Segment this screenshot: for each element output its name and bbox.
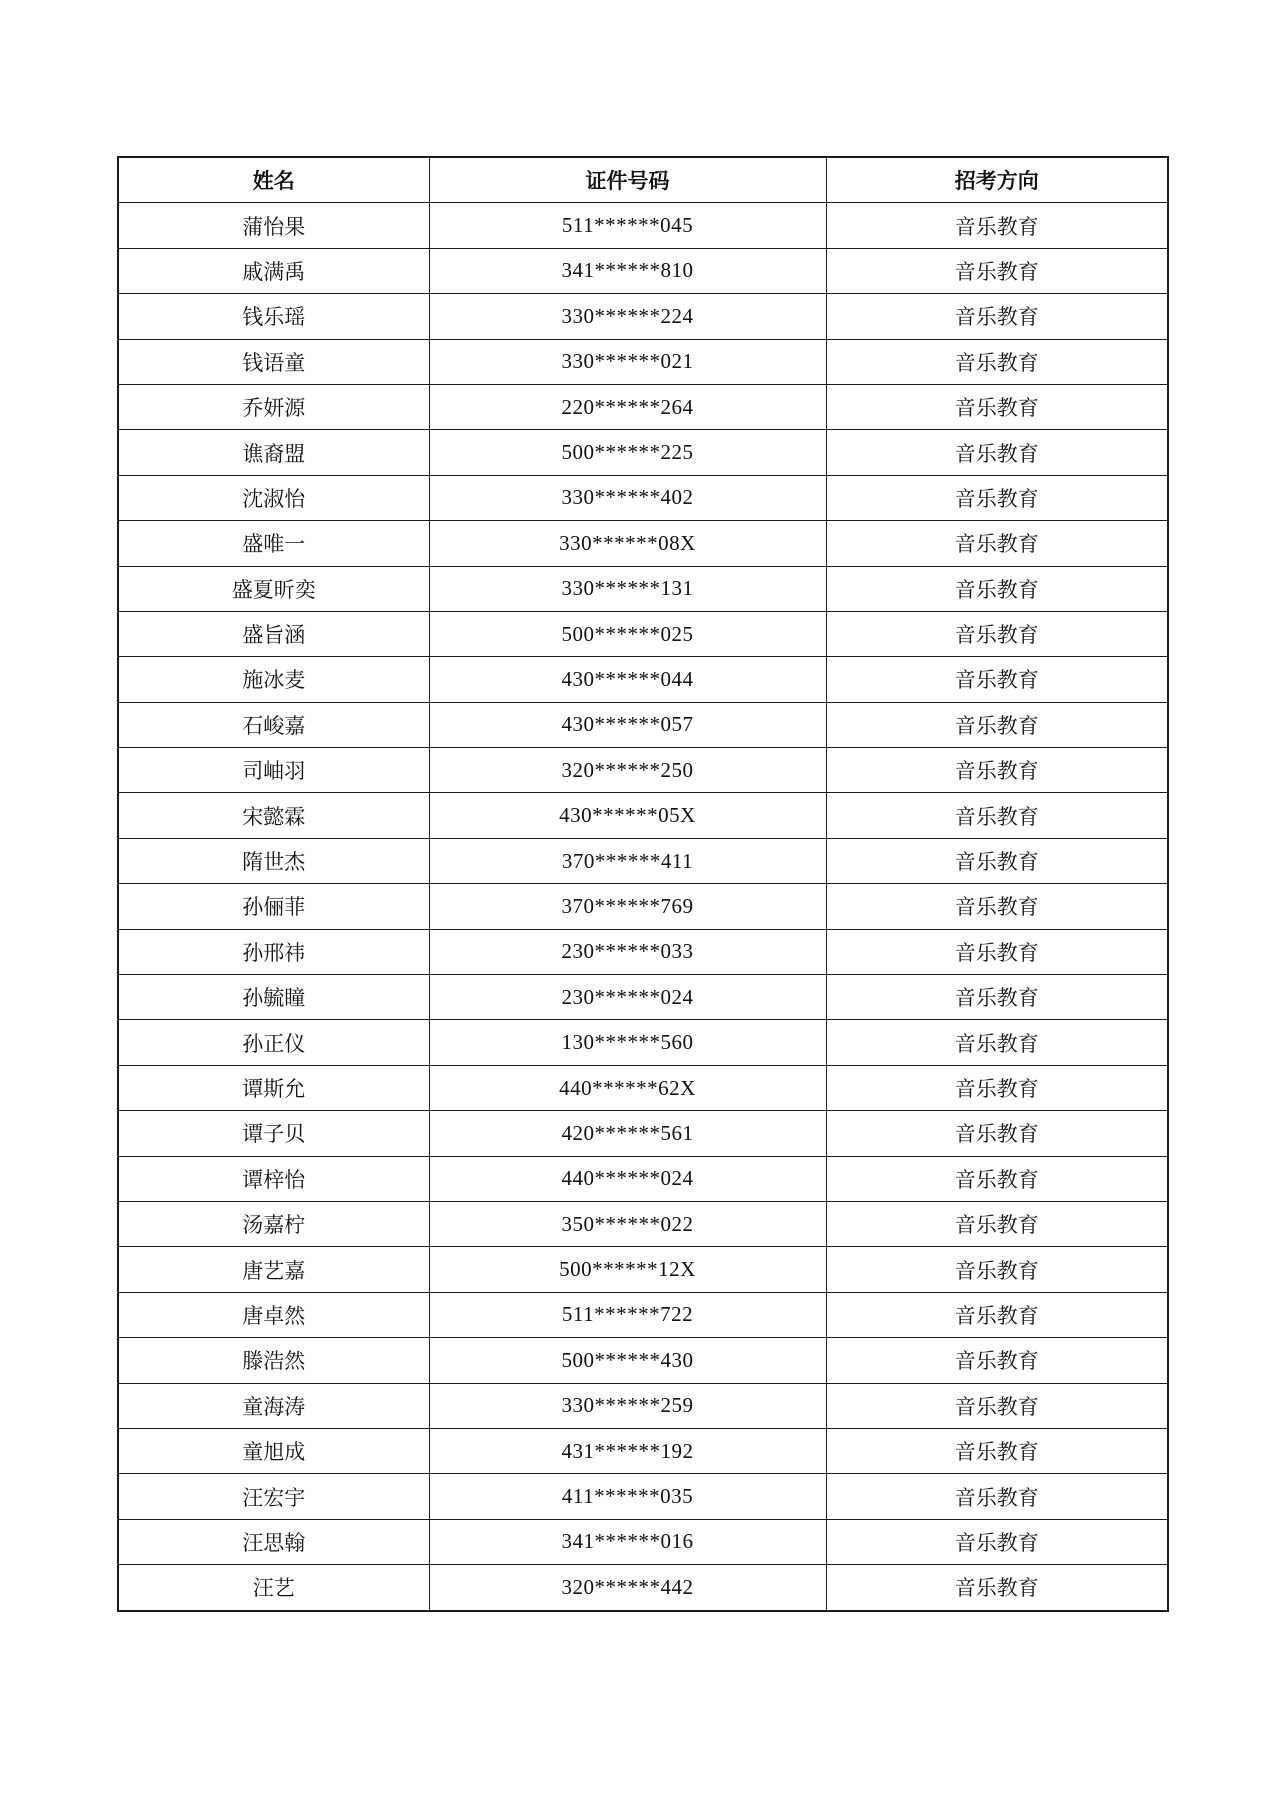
name-cell: 沈淑怡 <box>118 475 429 520</box>
direction-cell: 音乐教育 <box>826 611 1168 656</box>
name-cell: 谯裔盟 <box>118 430 429 475</box>
id-number-cell: 220******264 <box>429 384 826 429</box>
direction-cell: 音乐教育 <box>826 793 1168 838</box>
id-number-cell: 230******033 <box>429 929 826 974</box>
name-cell: 隋世杰 <box>118 838 429 883</box>
id-number-cell: 370******769 <box>429 884 826 929</box>
table-row <box>118 1474 1168 1519</box>
table-row <box>118 1338 1168 1383</box>
direction-cell: 音乐教育 <box>826 1020 1168 1065</box>
direction-cell: 音乐教育 <box>826 1519 1168 1564</box>
name-cell: 汤嘉柠 <box>118 1201 429 1246</box>
id-number-cell: 430******05X <box>429 793 826 838</box>
id-number-cell: 411******035 <box>429 1474 826 1519</box>
id-number-cell: 430******057 <box>429 702 826 747</box>
id-number-cell: 440******62X <box>429 1065 826 1110</box>
direction-cell: 音乐教育 <box>826 294 1168 339</box>
table-row <box>118 1383 1168 1428</box>
id-number-cell: 350******022 <box>429 1201 826 1246</box>
direction-cell: 音乐教育 <box>826 566 1168 611</box>
table-row <box>118 384 1168 429</box>
name-cell: 童海涛 <box>118 1383 429 1428</box>
table-row <box>118 1201 1168 1246</box>
direction-cell: 音乐教育 <box>826 702 1168 747</box>
direction-cell: 音乐教育 <box>826 1428 1168 1473</box>
table-row <box>118 1428 1168 1473</box>
name-cell: 盛唯一 <box>118 521 429 566</box>
direction-cell: 音乐教育 <box>826 838 1168 883</box>
id-number-cell: 330******259 <box>429 1383 826 1428</box>
name-cell: 谭斯允 <box>118 1065 429 1110</box>
name-cell: 蒲怡果 <box>118 203 429 248</box>
id-number-cell: 341******810 <box>429 248 826 293</box>
table-row <box>118 838 1168 883</box>
table-row <box>118 1247 1168 1292</box>
table-row <box>118 339 1168 384</box>
id-number-cell: 330******402 <box>429 475 826 520</box>
id-number-cell: 500******12X <box>429 1247 826 1292</box>
table-row <box>118 929 1168 974</box>
table-row <box>118 1519 1168 1564</box>
id-number-cell: 330******131 <box>429 566 826 611</box>
direction-cell: 音乐教育 <box>826 475 1168 520</box>
name-cell: 孙邢祎 <box>118 929 429 974</box>
id-number-cell: 500******430 <box>429 1338 826 1383</box>
name-cell: 盛旨涵 <box>118 611 429 656</box>
name-cell: 乔妍源 <box>118 384 429 429</box>
id-number-cell: 500******025 <box>429 611 826 656</box>
table-row <box>118 521 1168 566</box>
id-number-cell: 330******08X <box>429 521 826 566</box>
direction-cell: 音乐教育 <box>826 929 1168 974</box>
table-row <box>118 248 1168 293</box>
name-cell: 司岫羽 <box>118 748 429 793</box>
table-header-row <box>118 157 1168 203</box>
direction-cell: 音乐教育 <box>826 203 1168 248</box>
id-number-cell: 511******045 <box>429 203 826 248</box>
direction-cell: 音乐教育 <box>826 1111 1168 1156</box>
direction-cell: 音乐教育 <box>826 384 1168 429</box>
table-row <box>118 294 1168 339</box>
name-cell: 滕浩然 <box>118 1338 429 1383</box>
table-row <box>118 203 1168 248</box>
name-cell: 施冰麦 <box>118 657 429 702</box>
id-number-cell: 320******250 <box>429 748 826 793</box>
id-number-cell: 230******024 <box>429 975 826 1020</box>
direction-cell: 音乐教育 <box>826 1474 1168 1519</box>
name-cell: 谭子贝 <box>118 1111 429 1156</box>
table-row <box>118 748 1168 793</box>
table-row <box>118 475 1168 520</box>
id-number-cell: 330******224 <box>429 294 826 339</box>
header-name: 姓名 <box>118 157 429 203</box>
direction-cell: 音乐教育 <box>826 657 1168 702</box>
id-number-cell: 130******560 <box>429 1020 826 1065</box>
id-number-cell: 431******192 <box>429 1428 826 1473</box>
id-number-cell: 430******044 <box>429 657 826 702</box>
direction-cell: 音乐教育 <box>826 884 1168 929</box>
direction-cell: 音乐教育 <box>826 521 1168 566</box>
direction-cell: 音乐教育 <box>826 1156 1168 1201</box>
table-row <box>118 566 1168 611</box>
direction-cell: 音乐教育 <box>826 1292 1168 1337</box>
id-number-cell: 341******016 <box>429 1519 826 1564</box>
name-cell: 汪宏宇 <box>118 1474 429 1519</box>
direction-cell: 音乐教育 <box>826 748 1168 793</box>
id-number-cell: 320******442 <box>429 1565 826 1611</box>
id-number-cell: 420******561 <box>429 1111 826 1156</box>
name-cell: 汪思翰 <box>118 1519 429 1564</box>
direction-cell: 音乐教育 <box>826 1565 1168 1611</box>
table-row <box>118 1156 1168 1201</box>
candidate-table <box>117 156 1169 1612</box>
direction-cell: 音乐教育 <box>826 1201 1168 1246</box>
name-cell: 孙俪菲 <box>118 884 429 929</box>
direction-cell: 音乐教育 <box>826 430 1168 475</box>
table-row <box>118 975 1168 1020</box>
name-cell: 宋懿霖 <box>118 793 429 838</box>
name-cell: 唐卓然 <box>118 1292 429 1337</box>
name-cell: 唐艺嘉 <box>118 1247 429 1292</box>
table-row <box>118 657 1168 702</box>
name-cell: 童旭成 <box>118 1428 429 1473</box>
direction-cell: 音乐教育 <box>826 1065 1168 1110</box>
table-row <box>118 702 1168 747</box>
direction-cell: 音乐教育 <box>826 975 1168 1020</box>
name-cell: 孙毓瞳 <box>118 975 429 1020</box>
header-direction: 招考方向 <box>826 157 1168 203</box>
table-body <box>118 203 1168 1611</box>
table-row <box>118 430 1168 475</box>
table-row <box>118 1292 1168 1337</box>
name-cell: 石峻嘉 <box>118 702 429 747</box>
table-row <box>118 1111 1168 1156</box>
name-cell: 盛夏昕奕 <box>118 566 429 611</box>
id-number-cell: 440******024 <box>429 1156 826 1201</box>
id-number-cell: 330******021 <box>429 339 826 384</box>
table-row <box>118 1065 1168 1110</box>
table-row <box>118 793 1168 838</box>
name-cell: 汪艺 <box>118 1565 429 1611</box>
table-row <box>118 1020 1168 1065</box>
table-row <box>118 1565 1168 1611</box>
name-cell: 戚满禹 <box>118 248 429 293</box>
table-row <box>118 884 1168 929</box>
header-id-number: 证件号码 <box>429 157 826 203</box>
name-cell: 孙正仪 <box>118 1020 429 1065</box>
direction-cell: 音乐教育 <box>826 339 1168 384</box>
direction-cell: 音乐教育 <box>826 248 1168 293</box>
id-number-cell: 500******225 <box>429 430 826 475</box>
id-number-cell: 370******411 <box>429 838 826 883</box>
name-cell: 钱乐瑶 <box>118 294 429 339</box>
direction-cell: 音乐教育 <box>826 1247 1168 1292</box>
name-cell: 谭梓怡 <box>118 1156 429 1201</box>
name-cell: 钱语童 <box>118 339 429 384</box>
direction-cell: 音乐教育 <box>826 1383 1168 1428</box>
table-row <box>118 611 1168 656</box>
direction-cell: 音乐教育 <box>826 1338 1168 1383</box>
id-number-cell: 511******722 <box>429 1292 826 1337</box>
